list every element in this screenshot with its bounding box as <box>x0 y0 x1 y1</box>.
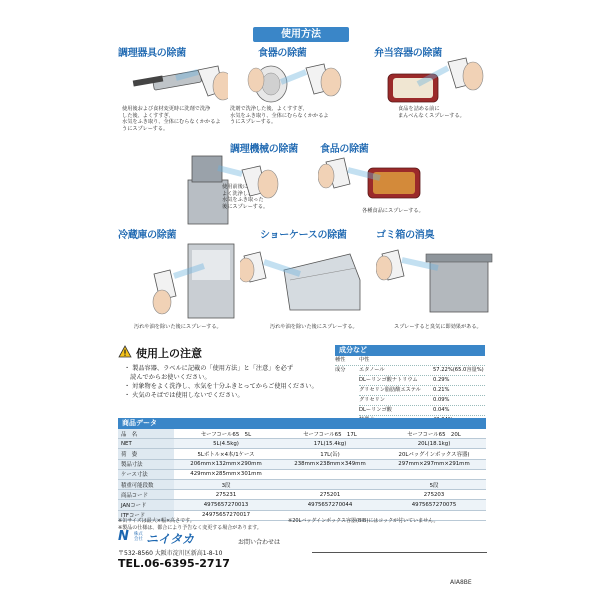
section-title: 調理機械の除菌 <box>230 144 298 155</box>
ingredient-percent: 0.09% <box>433 397 450 403</box>
section-machine <box>180 140 300 230</box>
section-dishes <box>226 44 346 139</box>
section-caption: 食品を詰める前に まんべんなくスプレーする。 <box>398 106 465 119</box>
table-cell: 275231 <box>174 490 278 500</box>
company-address: 〒532-8560 大阪市淀川区新高1-8-10 <box>118 550 223 557</box>
section-title: 冷蔵庫の除菌 <box>118 230 177 241</box>
section-lunchbox <box>374 44 494 139</box>
product-data-panel <box>118 418 486 531</box>
composition-panel <box>335 345 485 415</box>
section-showcase <box>240 226 370 336</box>
table-cell: セーフコール65 17L <box>278 429 382 439</box>
note-right: ※20Lバッグインボックス容器(BIB)にはコックが付いていません。 <box>288 518 439 524</box>
showcase-illustration <box>240 240 370 320</box>
food-illustration <box>318 150 428 206</box>
table-row <box>118 500 486 510</box>
composition-rows <box>335 366 485 426</box>
table-cell: 206mm×132mm×290mm <box>174 459 278 469</box>
composition-row <box>359 386 485 396</box>
section-title: 食器の除菌 <box>258 48 307 59</box>
composition-header <box>335 356 485 366</box>
warning-list <box>124 364 318 400</box>
table-cell <box>382 469 486 479</box>
table-cell: 429mm×285mm×301mm <box>174 469 278 479</box>
section-food <box>318 140 428 230</box>
section-caption: 洗剤で洗浄した後、よくすすぎ、 水気をふき取り、全体にむらなくかかるよ うにスプレーする。 <box>230 106 329 125</box>
contact-box <box>312 534 487 553</box>
composition-value: 中性 <box>359 357 370 363</box>
table-row <box>118 490 486 500</box>
table-row <box>118 469 486 479</box>
table-cell: 20L(18.1kg) <box>382 439 486 449</box>
table-row <box>118 429 486 439</box>
page-title: 使用方法 <box>253 27 349 42</box>
table-cell: 5Lボトル×4本/1ケース <box>174 449 278 459</box>
product-data-table <box>118 429 486 521</box>
table-cell: 3段 <box>174 479 278 489</box>
section-caption: 使用後および食材変更時に洗剤で洗浄 した後、よくすすぎ、 水気をふき取り、全体にむらなくかかるよ うにスプレーする。 <box>122 106 221 132</box>
company-tel: TEL.06-6395-2717 <box>118 557 230 570</box>
composition-row <box>359 396 485 406</box>
table-cell: セーフコール65 5L <box>174 429 278 439</box>
ingredient-percent: 0.21% <box>433 387 450 393</box>
ingredient-percent: 57.22%(65.0容量%) <box>433 367 484 373</box>
composition-key: 種性 <box>335 357 346 363</box>
table-cell: 20Lバッグインボックス容器) <box>382 449 486 459</box>
company-logo-mark: N <box>118 529 129 544</box>
table-cell: 297mm×297mm×291mm <box>382 459 486 469</box>
company-block <box>118 530 318 570</box>
ingredient-name: DLーリンゴ酸ナトリウム <box>359 377 418 383</box>
table-cell: 17L(缶) <box>278 449 382 459</box>
section-title: ゴミ箱の消臭 <box>376 230 435 241</box>
fridge-illustration <box>148 240 238 320</box>
table-cell <box>278 469 382 479</box>
composition-row <box>359 376 485 386</box>
table-cell: 4975657270044 <box>278 500 382 510</box>
table-cell: 24975657270017 <box>174 510 278 520</box>
warning-icon <box>118 345 132 358</box>
row-label: ITFコード <box>118 510 174 520</box>
section-title: 調理器具の除菌 <box>118 48 186 59</box>
warning-panel <box>118 345 318 405</box>
warning-title: 使用上の注意 <box>136 347 202 360</box>
document-code: AIA8BE <box>450 579 472 586</box>
dishes-illustration <box>236 56 346 106</box>
table-cell: 4975657270013 <box>174 500 278 510</box>
section-caption: 各種食品にスプレーする。 <box>362 208 424 214</box>
table-cell: 5L(4.5kg) <box>174 439 278 449</box>
section-caption: 汚れや油を除いた後にスプレーする。 <box>134 324 222 330</box>
warning-item: ・ 製品容器、ラベルに記載の「使用方法」と「注意」を必ず <box>124 365 294 372</box>
warning-item: ・ 対象物をよく洗浄し、水気を十分ふきとってからご使用ください。 <box>124 383 318 390</box>
section-title: ショーケースの除菌 <box>260 230 347 241</box>
section-caption: 使用前後に よく洗浄し、 水気をふき取った 後にスプレーする。 <box>222 184 269 210</box>
trash-illustration <box>376 240 496 320</box>
section-title: 食品の除菌 <box>320 144 369 155</box>
warning-item: 読んでからお使いください。 <box>124 374 211 381</box>
table-cell: 275201 <box>278 490 382 500</box>
table-cell <box>278 479 382 489</box>
ingredient-name: エタノール <box>359 367 385 373</box>
section-cooking-tools <box>118 44 238 139</box>
section-caption: スプレーすると臭気に即効果がある。 <box>394 324 482 330</box>
row-label: 品 名 <box>118 429 174 439</box>
row-label: NET <box>118 439 174 449</box>
table-row <box>118 449 486 459</box>
row-label: 荷 姿 <box>118 449 174 459</box>
row-label: 商品コード <box>118 490 174 500</box>
row-label: 積重可能段数 <box>118 479 174 489</box>
table-row <box>118 479 486 489</box>
composition-row <box>359 366 485 376</box>
ingredient-name: DLーリンゴ酸 <box>359 407 392 413</box>
ingredient-name: グリセリン脂肪酸エステル <box>359 387 421 393</box>
lunchbox-illustration <box>378 56 488 106</box>
ingredient-percent: 0.29% <box>433 377 450 383</box>
table-cell: セーフコール65 20L <box>382 429 486 439</box>
composition-label: 成分 <box>335 367 346 373</box>
contact-label: お問い合わせは <box>238 539 281 546</box>
table-row <box>118 459 486 469</box>
warning-item: ・ 火気のそばでは使用しないでください。 <box>124 392 244 399</box>
company-prefix: 株式 会社 <box>134 532 143 542</box>
row-label: ケース寸法 <box>118 469 174 479</box>
product-data-title: 商品データ <box>118 418 486 429</box>
company-name: ニイタカ <box>146 532 195 546</box>
row-label: JANコード <box>118 500 174 510</box>
table-cell: 4975657270075 <box>382 500 486 510</box>
section-title: 弁当容器の除菌 <box>374 48 442 59</box>
row-label: 製品寸法 <box>118 459 174 469</box>
note-left: ※缶サイズは最大×幅×高さです。 ※製品の仕様は、都合により予告なく変更する場合があります。 <box>118 518 262 531</box>
section-fridge <box>118 226 238 336</box>
ingredient-percent: 0.04% <box>433 407 450 413</box>
composition-row <box>359 406 485 416</box>
table-cell: 275203 <box>382 490 486 500</box>
table-cell: 17L(15.4kg) <box>278 439 382 449</box>
ingredient-name: グリセリン <box>359 397 385 403</box>
composition-title: 成分など <box>335 345 485 356</box>
section-caption: 汚れや油を除いた後にスプレーする。 <box>270 324 358 330</box>
section-trash <box>370 226 500 336</box>
table-cell: 5段 <box>382 479 486 489</box>
cooking-tools-illustration <box>128 56 228 106</box>
table-row <box>118 439 486 449</box>
table-cell: 238mm×238mm×349mm <box>278 459 382 469</box>
